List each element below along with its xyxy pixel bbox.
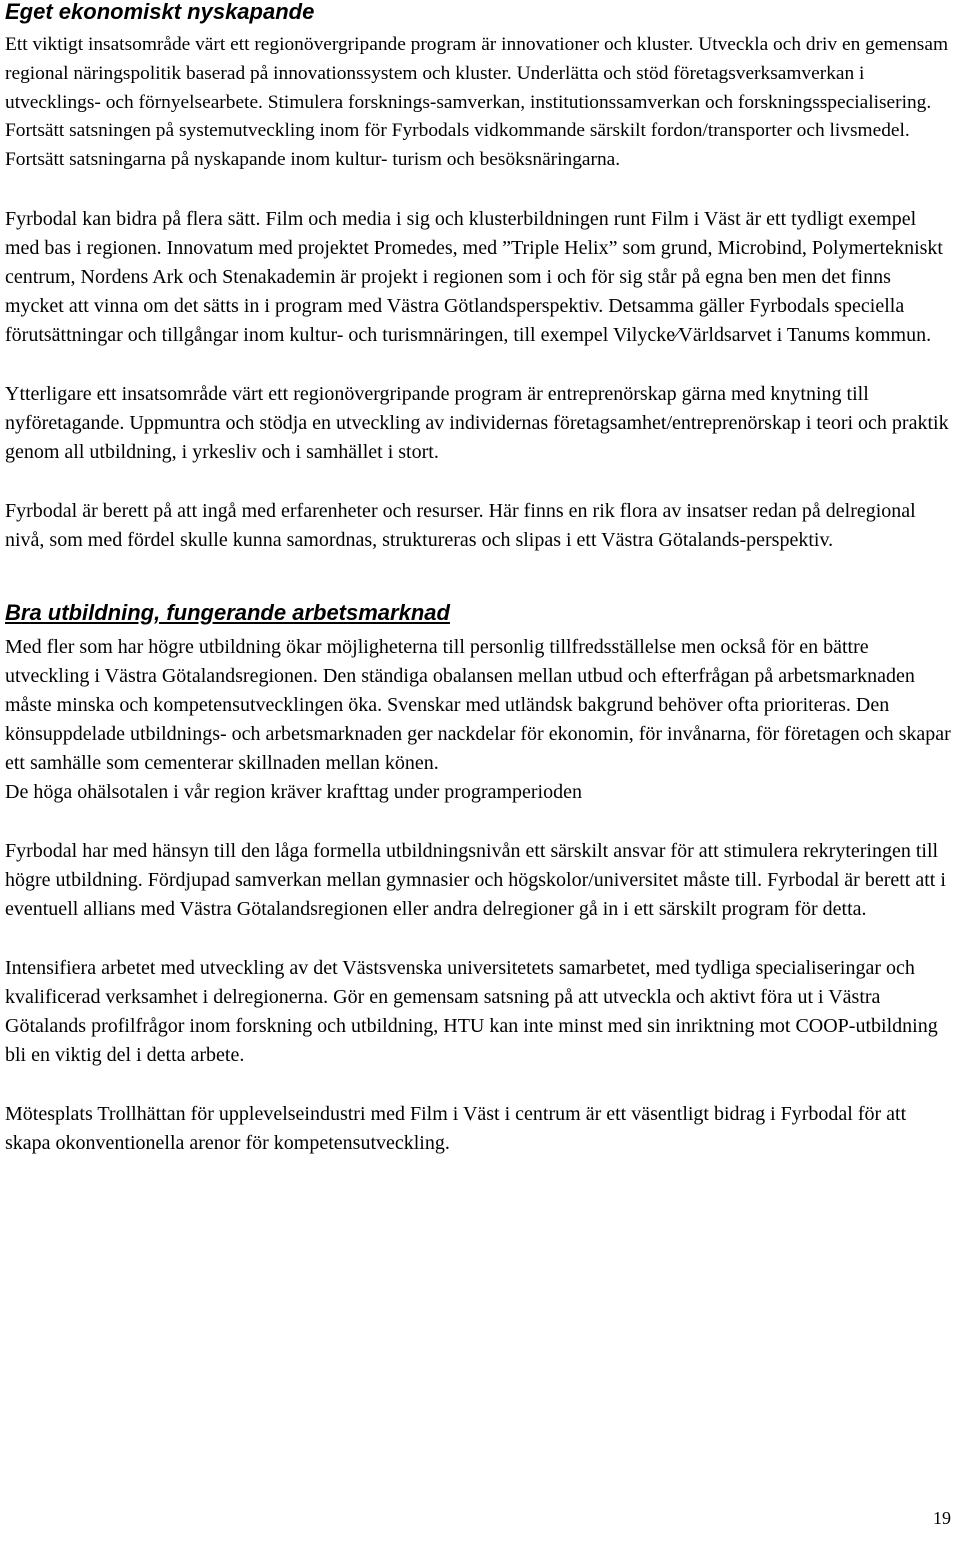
section-heading-text: Bra utbildning, fungerande arbetsmarknad — [5, 599, 450, 625]
paragraph-entrepreneurship: Ytterligare ett insatsområde värt ett regionövergripande program är entreprenörskap gärna med knytning till nyföretagande. Uppmuntra och stödja en utveckling av individernas företagsamhet/entreprenörskap i teori och praktik genom all utbildning, i yrkesliv och i samhället i stort. — [5, 382, 949, 463]
paragraph-fyrbodal-resources: Fyrbodal är berett på att ingå med erfarenheter och resurser. Här finns en rik flora av insatser redan på delregional nivå, som med fördel skulle kunna samordnas, struktureras och slipas i ett Västra Götalands-perspektiv. — [5, 499, 916, 551]
paragraph-innovation-clusters: Ett viktigt insatsområde värt ett regionövergripande program är innovationer och kluster. Utveckla och driv en gemensam regional näringspolitik baserad på innovationssystem och kluster. Underlätta och stöd företagsverksamverkan i utvecklings- och förnyelsearbete. Stimulera forsknings-samverkan, institutionssamverkan och forskningsspecialisering. Fortsätt satsningen på systemutveckling inom för Fyrbodals vidkommande särskilt fordon/transporter och livsmedel. Fortsätt satsningarna på nyskapande inom kultur- turism och besöksnäringarna. — [5, 34, 949, 171]
paragraph-university-cooperation: Intensifiera arbetet med utveckling av det Västsvenska universitetets samarbetet, med tydliga specialiseringar och kvalificerad verksamhet i delregionerna. Gör en gemensam satsning på att utveckla och aktivt föra ut i Västra Götalands profilfrågor inom forskning och utbildning, HTU kan inte minst med sin inriktning mot COOP-utbildning bli en viktig del i detta arbete. — [5, 956, 938, 1066]
section-heading-education-labour-market — [5, 601, 951, 625]
document-page — [5, 0, 951, 1158]
paragraph-higher-education: Med fler som har högre utbildning ökar möjligheterna till personlig tillfredsställelse men också för en bättre utveckling i Västra Götalandsregionen. Den ständiga obalansen mellan utbud och efterfrågan på arbetsmarknaden måste minska och kompetensutvecklingen öka. Svenskar med utländsk bakgrund behöver ofta prioriteras. Den könsuppdelade utbildnings- och arbetsmarknaden ger nackdelar för ekonomin, för invånarna, för företagen och skapar ett samhälle som cementerar skillnaden mellan könen. — [5, 635, 951, 774]
section-heading-economic-innovation: Eget ekonomiskt nyskapande — [5, 0, 315, 24]
paragraph-ill-health: De höga ohälsotalen i vår region kräver krafttag under programperioden — [5, 780, 582, 803]
paragraph-meeting-place-trollhattan: Mötesplats Trollhättan för upplevelseindustri med Film i Väst i centrum är ett väsentligt bidrag i Fyrbodal för att skapa okonventionella arenor för kompetensutveckling. — [5, 1102, 907, 1154]
page-number: 19 — [933, 1508, 951, 1528]
paragraph-recruitment-higher-education: Fyrbodal har med hänsyn till den låga formella utbildningsnivån ett särskilt ansvar för att stimulera rekryteringen till högre utbildning. Fördjupad samverkan mellan gymnasier och högskolor/universitet måste till. Fyrbodal är berett att i eventuell allians med Västra Götalandsregionen eller andra delregioner gå in i ett särskilt program för detta. — [5, 839, 946, 920]
paragraph-fyrbodal-contribution: Fyrbodal kan bidra på flera sätt. Film och media i sig och klusterbildningen runt Film i Väst är ett tydligt exempel med bas i regionen. Innovatum med projektet Promedes, med ”Triple Helix” som grund, Microbind, Polymertekniskt centrum, Nordens Ark och Stenakademin är projekt i regionen som i och för sig står på egna ben men det finns mycket att vinna om det sätts in i program med Västra Götlandsperspektiv. Detsamma gäller Fyrbodals speciella förutsättningar och tillgångar inom kultur- och turismnäringen, till exempel Vilycke⁄Världsarvet i Tanums kommun. — [5, 207, 943, 346]
